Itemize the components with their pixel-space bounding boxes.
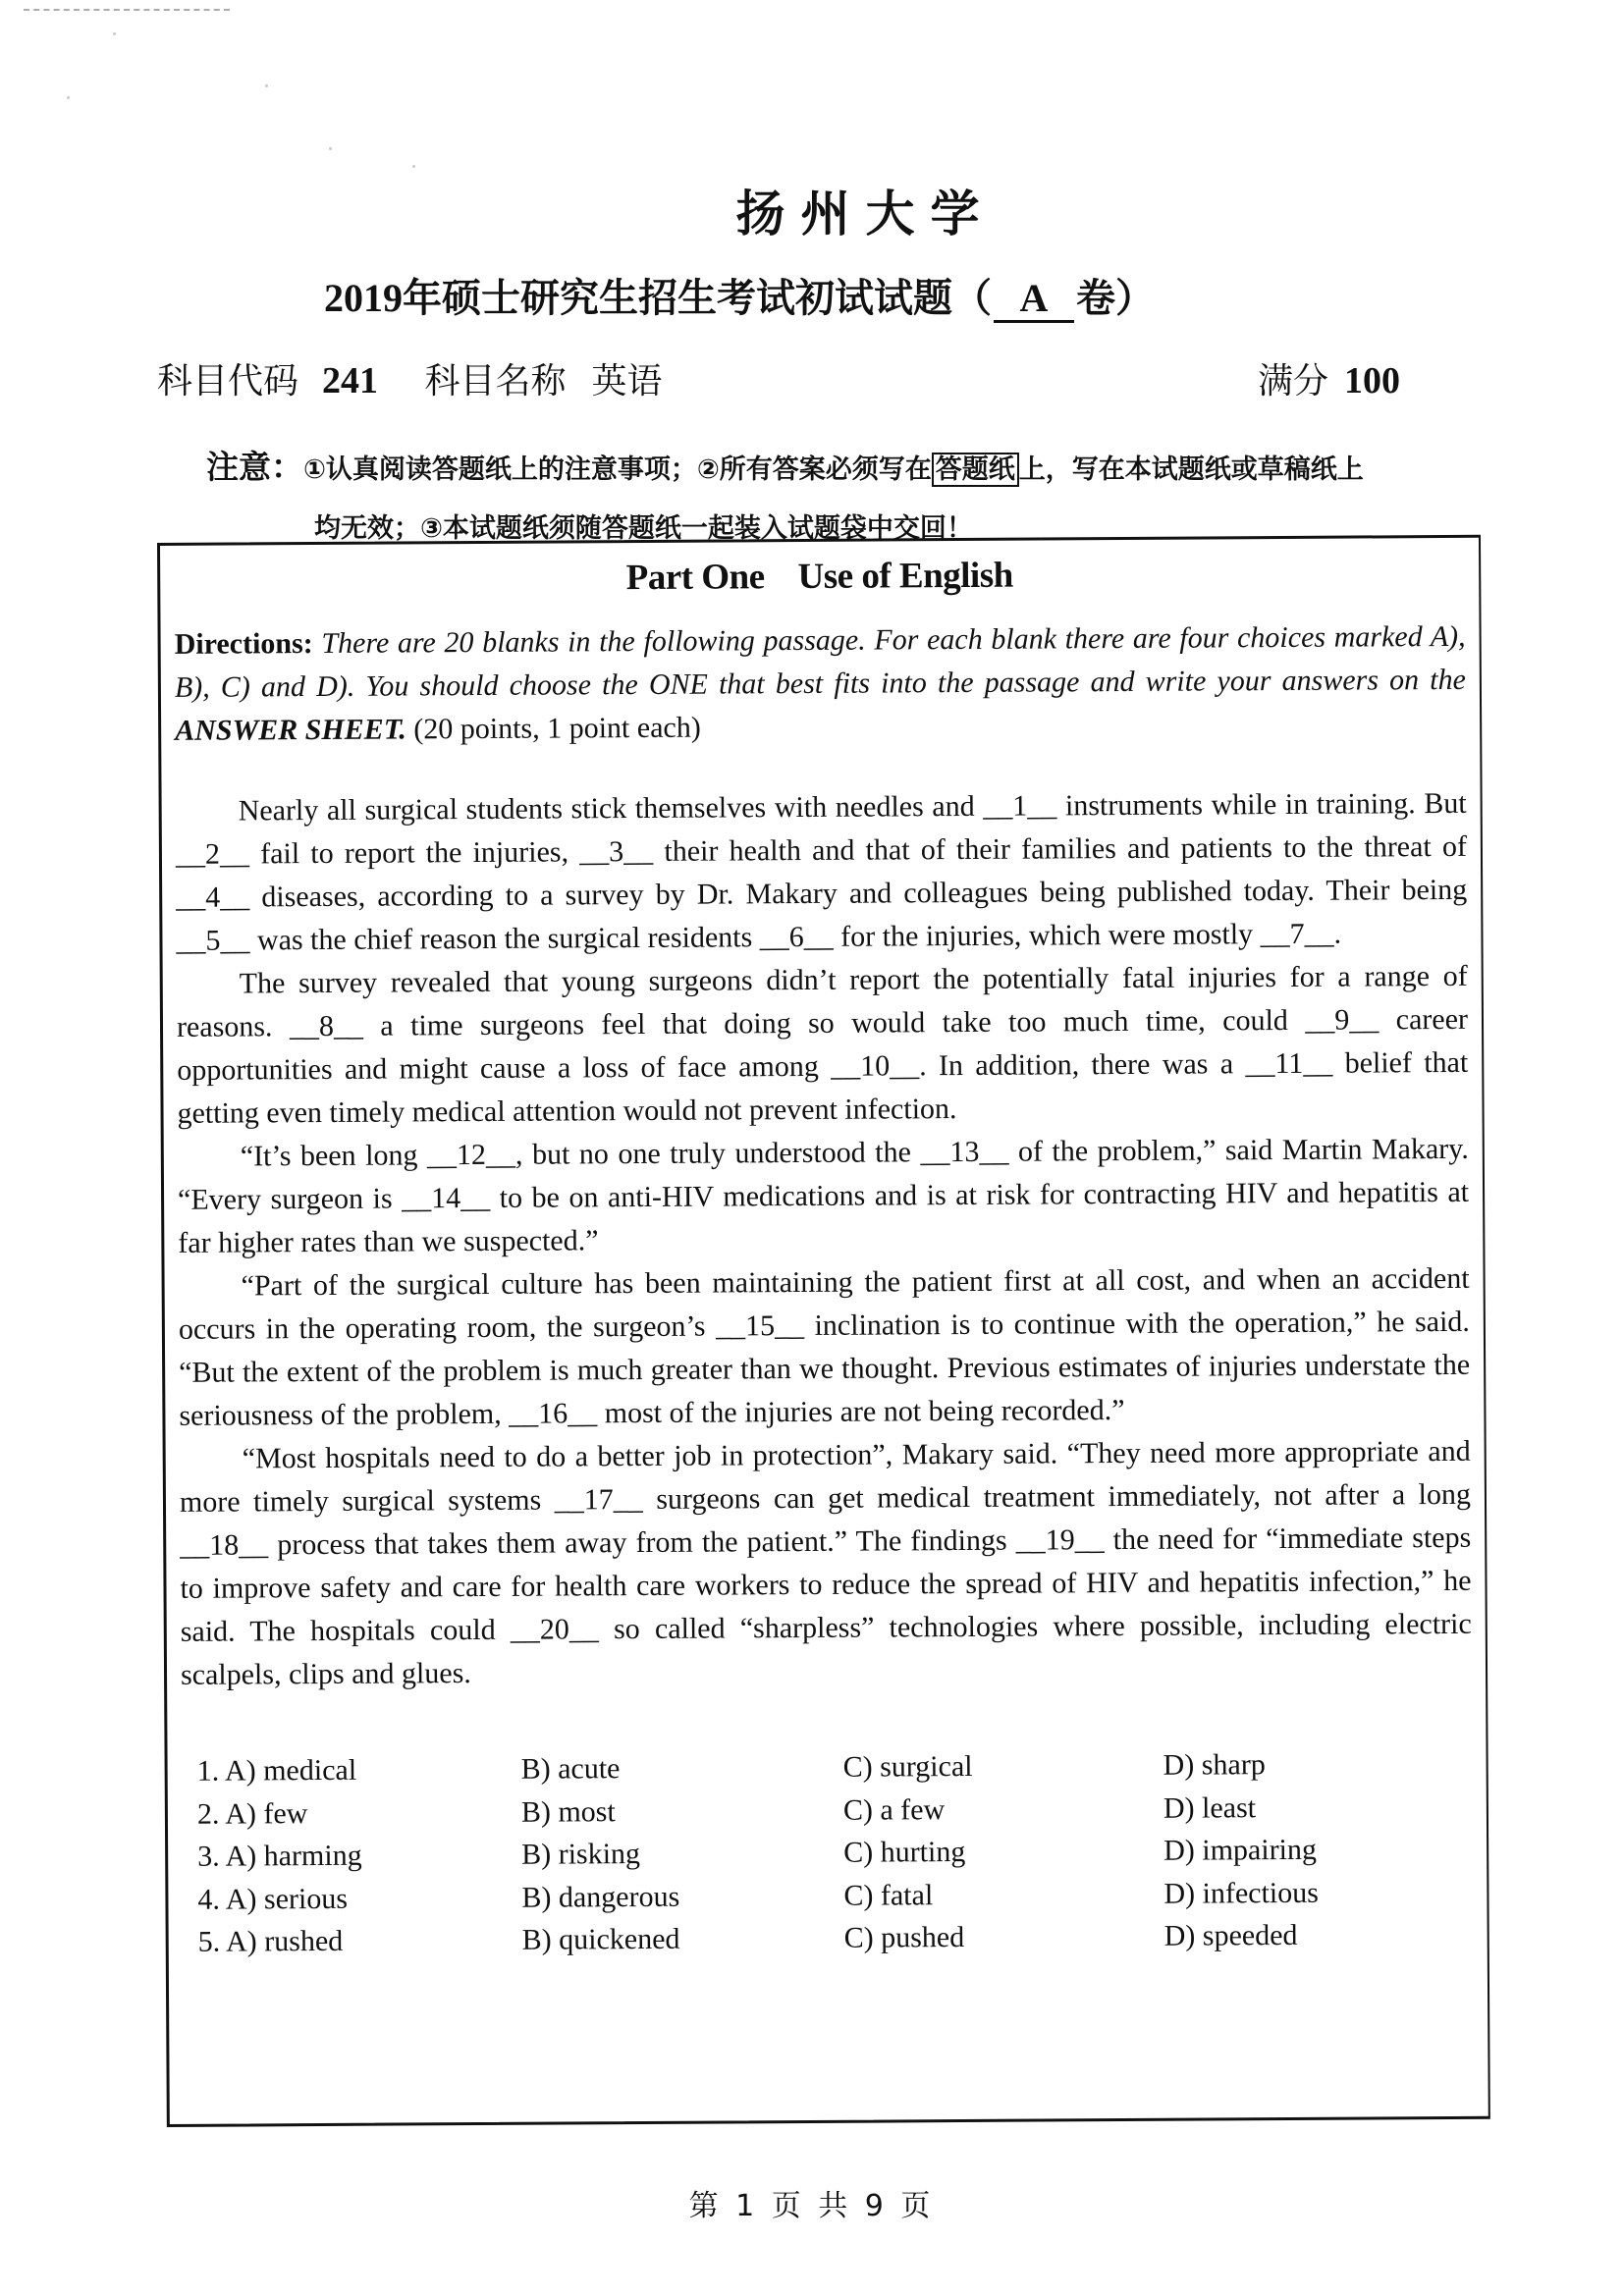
option-d: D) speeded (1163, 1918, 1298, 1952)
scan-speck (67, 96, 70, 99)
option-d: D) sharp (1163, 1748, 1266, 1782)
option-c: C) fatal (843, 1878, 934, 1912)
notice-label: 注意： (206, 448, 303, 486)
question-options (197, 1742, 1488, 1964)
scan-speck (265, 84, 268, 87)
option-c: C) pushed (843, 1921, 965, 1954)
notice-line-2: 均无效；③本试题纸须随答题纸一起装入试题袋中交回！ (314, 513, 973, 544)
directions (175, 615, 1467, 753)
option-d: D) infectious (1163, 1876, 1319, 1910)
part-title (160, 552, 1479, 602)
subject-name: 英语 (591, 361, 663, 401)
page-number: 第 1 页 共 9 页 (688, 2189, 935, 2223)
option-b: B) most (520, 1794, 616, 1829)
scan-speck (113, 32, 116, 35)
cloze-passage (176, 782, 1473, 1697)
full-score (1258, 353, 1400, 403)
option-c: C) hurting (843, 1835, 966, 1869)
passage-paragraph: “Most hospitals need to do a better job in protection”, Makary said. “They need more appropriate and more timely surgical systems __17__ surgeons can get medical treatment immediately, not after a long __18__ process that takes them away from the patient.” The findings __19__ the need for “immediate steps to improve safety and care for health care workers to reduce the spread of HIV and hepatitis infection,” he said. The hospitals could __20__ so called “sharpless” technologies where possible, including electric scalpels, clips and glues. (179, 1434, 1472, 1691)
passage-paragraph: “It’s been long __12__, but no one truly understood the __13__ of the problem,” said Martin Makary. “Every surgeon is __14__ to be on anti-HIV medications and is at risk for contracting HIV and hepatitis at far higher rates than we suspected.” (177, 1132, 1470, 1259)
subject-name-label: 科目名称 (424, 361, 567, 401)
option-d: D) least (1163, 1790, 1257, 1825)
directions-text: There are 20 blanks in the following passage. For each blank there are four choices marked A), B), C) and D). You should choose the ONE that best fits into the passage and write your answers on the (174, 619, 1466, 704)
option-a: 4. A) serious (197, 1882, 349, 1916)
scan-speck (329, 147, 332, 150)
scan-artifact-line (24, 9, 230, 11)
notice-text: 上，写在本试题纸或草稿纸上 (1018, 454, 1364, 485)
option-a: 1. A) medical (196, 1753, 357, 1788)
directions-label: Directions: (174, 627, 313, 661)
option-d: D) impairing (1163, 1833, 1318, 1867)
full-score-label: 满分 (1257, 361, 1328, 401)
notice-text: ①认真阅读答题纸上的注意事项；②所有答案必须写在 (303, 454, 932, 485)
option-a: 3. A) harming (197, 1839, 362, 1873)
passage-paragraph: The survey revealed that young surgeons didn’t report the potentially fatal injuries for a range of reasons. __8__ a time surgeons feel that doing so would take too much time, could __9__ career opportunities and might cause a loss of face among __10__. In addition, there was a __11__ belief that getting even timely medical attention would not prevent infection. (176, 959, 1469, 1130)
answer-sheet-text: ANSWER SHEET. (175, 713, 406, 747)
scan-speck (412, 165, 415, 168)
option-b: B) acute (520, 1752, 621, 1786)
question-row (198, 1913, 1488, 1964)
subject-code: 241 (322, 360, 379, 401)
part-number: Part One (625, 557, 765, 599)
subject-info-row (157, 353, 1404, 403)
university-name: 扬州大学 (735, 186, 996, 242)
answer-sheet-boxed-text: 答题纸 (932, 453, 1019, 487)
option-b: B) dangerous (521, 1880, 680, 1914)
option-b: B) quickened (521, 1922, 680, 1956)
option-c: C) surgical (842, 1749, 973, 1784)
subject-code-label: 科目代码 (157, 361, 299, 401)
passage-paragraph: Nearly all surgical students stick themselves with needles and __1__ instruments while in training. But __2__ fail to report the injuries, __3__ their health and that of their families and patients to the threat of __4__ diseases, according to a survey by Dr. Makary and colleagues being published today. Their being __5__ was the chief reason the surgical residents __6__ for the injuries, which were mostly __7__. (175, 786, 1468, 957)
option-a: 5. A) rushed (197, 1924, 344, 1958)
exam-title-suffix: 卷） (1076, 276, 1155, 321)
paper-type: A (994, 279, 1074, 323)
part-name: Use of English (797, 555, 1013, 598)
exam-title-text: 年硕士研究生招生考试初试试题（ (403, 276, 992, 321)
question-box (157, 535, 1490, 2127)
option-c: C) a few (842, 1792, 946, 1827)
notice-line-1 (206, 438, 1453, 500)
points-text: (20 points, 1 point each) (406, 711, 701, 746)
full-score-value: 100 (1344, 360, 1400, 401)
option-a: 2. A) few (196, 1796, 308, 1831)
exam-year: 2019 (324, 276, 403, 320)
option-b: B) risking (521, 1838, 641, 1871)
passage-paragraph: “Part of the surgical culture has been maintaining the patient first at all cost, and when an accident occurs in the operating room, the surgeon’s __15__ inclination is to continue with the operation,” he said. “But the extent of the problem is much greater than we thought. Previous estimates of injuries understate the seriousness of the problem, __16__ most of the injuries are not being recorded.” (178, 1261, 1471, 1432)
exam-title (324, 267, 1155, 323)
